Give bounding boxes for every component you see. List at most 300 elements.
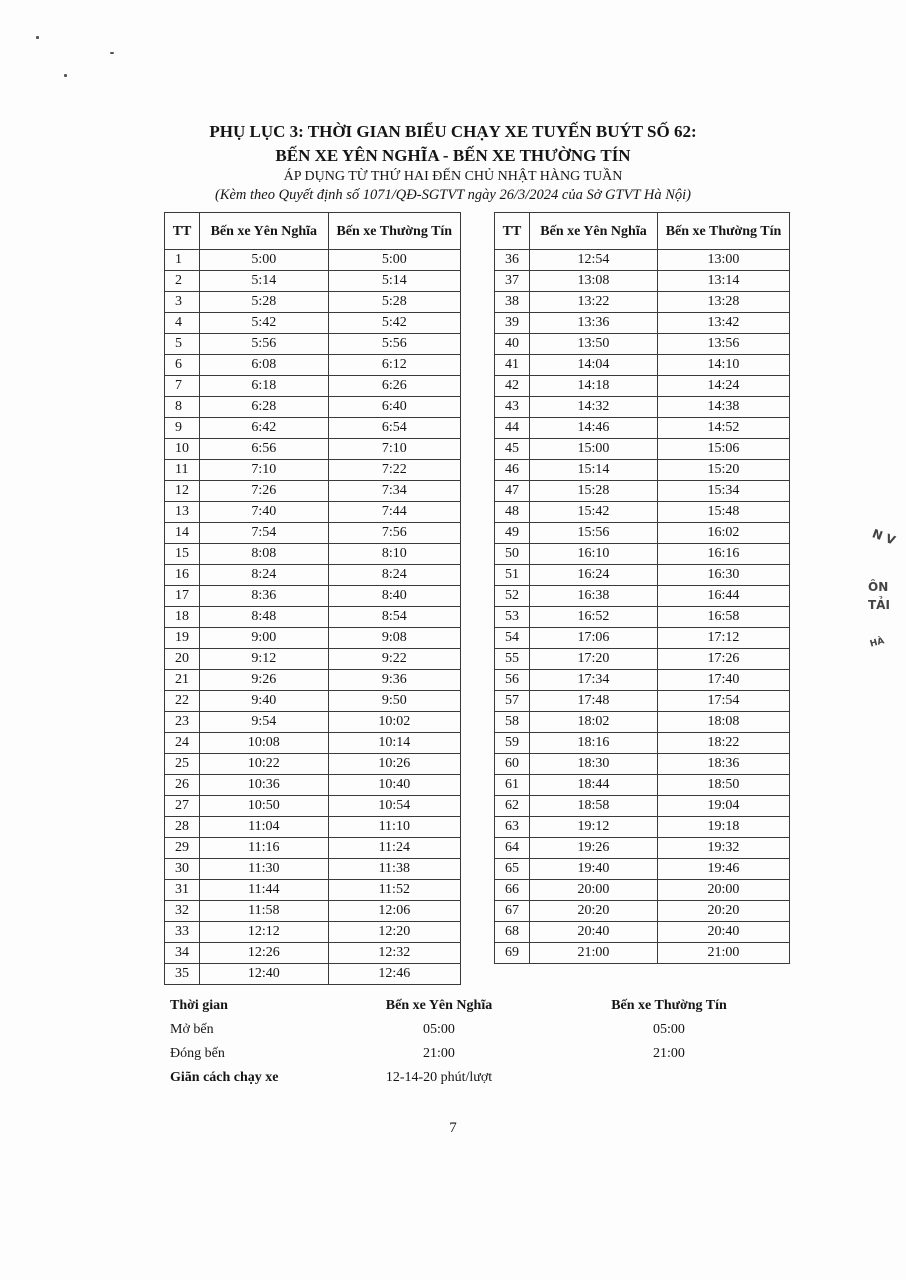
departure-yen-nghia: 5:28 — [200, 292, 328, 313]
table-row — [495, 271, 790, 292]
table-row — [495, 250, 790, 271]
table-row — [495, 460, 790, 481]
trip-number: 6 — [165, 355, 200, 376]
summary-header-row — [0, 998, 906, 1020]
table-row — [495, 376, 790, 397]
departure-thuong-tin: 19:46 — [658, 859, 790, 880]
trip-number: 67 — [495, 901, 530, 922]
departure-yen-nghia: 8:48 — [200, 607, 328, 628]
trip-number: 68 — [495, 922, 530, 943]
table-row — [495, 649, 790, 670]
departure-yen-nghia: 11:30 — [200, 859, 328, 880]
trip-number: 10 — [165, 439, 200, 460]
departure-thuong-tin: 20:20 — [658, 901, 790, 922]
departure-yen-nghia: 12:54 — [530, 250, 658, 271]
departure-thuong-tin: 19:32 — [658, 838, 790, 859]
table-row — [165, 376, 461, 397]
trip-number: 30 — [165, 859, 200, 880]
trip-number: 49 — [495, 523, 530, 544]
trip-number: 38 — [495, 292, 530, 313]
departure-yen-nghia: 16:52 — [530, 607, 658, 628]
trip-number: 2 — [165, 271, 200, 292]
departure-yen-nghia: 20:40 — [530, 922, 658, 943]
table-row — [495, 796, 790, 817]
trip-number: 24 — [165, 733, 200, 754]
departure-thuong-tin: 8:10 — [328, 544, 460, 565]
timetable-left — [164, 212, 461, 985]
table-row — [165, 523, 461, 544]
departure-yen-nghia: 6:18 — [200, 376, 328, 397]
stamp-text: HÀ — [868, 636, 886, 650]
col-header-index: TT — [165, 213, 200, 250]
trip-number: 51 — [495, 565, 530, 586]
departure-yen-nghia: 11:44 — [200, 880, 328, 901]
departure-yen-nghia: 13:22 — [530, 292, 658, 313]
table-row — [165, 922, 461, 943]
trip-number: 54 — [495, 628, 530, 649]
departure-thuong-tin: 14:52 — [658, 418, 790, 439]
departure-thuong-tin: 7:56 — [328, 523, 460, 544]
table-row — [165, 901, 461, 922]
departure-thuong-tin: 17:40 — [658, 670, 790, 691]
departure-thuong-tin: 14:38 — [658, 397, 790, 418]
departure-yen-nghia: 17:34 — [530, 670, 658, 691]
trip-number: 48 — [495, 502, 530, 523]
table-row — [165, 670, 461, 691]
departure-yen-nghia: 10:08 — [200, 733, 328, 754]
departure-yen-nghia: 6:42 — [200, 418, 328, 439]
departure-thuong-tin: 12:46 — [328, 964, 460, 985]
table-row — [165, 250, 461, 271]
departure-thuong-tin: 7:22 — [328, 460, 460, 481]
table-row — [495, 439, 790, 460]
departure-yen-nghia: 5:42 — [200, 313, 328, 334]
departure-thuong-tin: 16:02 — [658, 523, 790, 544]
table-row — [165, 859, 461, 880]
departure-thuong-tin: 11:52 — [328, 880, 460, 901]
departure-thuong-tin: 16:16 — [658, 544, 790, 565]
table-row — [495, 901, 790, 922]
table-row — [495, 628, 790, 649]
departure-yen-nghia: 19:40 — [530, 859, 658, 880]
stamp-text: TẢI — [868, 598, 890, 612]
trip-number: 7 — [165, 376, 200, 397]
departure-thuong-tin: 6:40 — [328, 397, 460, 418]
table-row — [165, 397, 461, 418]
table-row — [495, 397, 790, 418]
departure-yen-nghia: 13:36 — [530, 313, 658, 334]
departure-yen-nghia: 11:04 — [200, 817, 328, 838]
table-row — [495, 943, 790, 964]
departure-thuong-tin: 20:40 — [658, 922, 790, 943]
table-row — [165, 607, 461, 628]
departure-thuong-tin: 12:20 — [328, 922, 460, 943]
departure-yen-nghia: 13:08 — [530, 271, 658, 292]
trip-number: 1 — [165, 250, 200, 271]
departure-thuong-tin: 6:26 — [328, 376, 460, 397]
departure-yen-nghia: 14:18 — [530, 376, 658, 397]
trip-number: 18 — [165, 607, 200, 628]
departure-yen-nghia: 18:58 — [530, 796, 658, 817]
table-row — [495, 313, 790, 334]
scan-speck — [64, 74, 67, 77]
route-title: BẾN XE YÊN NGHĨA - BẾN XE THƯỜNG TÍN — [275, 146, 631, 165]
departure-thuong-tin: 10:02 — [328, 712, 460, 733]
departure-yen-nghia: 12:40 — [200, 964, 328, 985]
departure-thuong-tin: 10:54 — [328, 796, 460, 817]
col-header-from: Bến xe Yên Nghĩa — [530, 213, 658, 250]
trip-number: 15 — [165, 544, 200, 565]
trip-number: 11 — [165, 460, 200, 481]
summary-to-header: Bến xe Thường Tín — [611, 998, 727, 1013]
departure-thuong-tin: 21:00 — [658, 943, 790, 964]
departure-thuong-tin: 19:04 — [658, 796, 790, 817]
departure-yen-nghia: 14:46 — [530, 418, 658, 439]
stamp-text: N V — [870, 526, 898, 548]
interval-label: Giãn cách chạy xe — [170, 1070, 279, 1085]
trip-number: 25 — [165, 754, 200, 775]
summary-from-header: Bến xe Yên Nghĩa — [385, 998, 493, 1013]
summary-interval-row — [0, 1070, 906, 1092]
departure-yen-nghia: 13:50 — [530, 334, 658, 355]
trip-number: 61 — [495, 775, 530, 796]
trip-number: 5 — [165, 334, 200, 355]
trip-number: 37 — [495, 271, 530, 292]
trip-number: 14 — [165, 523, 200, 544]
trip-number: 53 — [495, 607, 530, 628]
table-row — [165, 418, 461, 439]
table-row — [495, 481, 790, 502]
departure-yen-nghia: 17:20 — [530, 649, 658, 670]
trip-number: 57 — [495, 691, 530, 712]
trip-number: 29 — [165, 838, 200, 859]
departure-thuong-tin: 17:26 — [658, 649, 790, 670]
close-time-from: 21:00 — [423, 1046, 455, 1061]
table-row — [165, 565, 461, 586]
departure-thuong-tin: 10:14 — [328, 733, 460, 754]
departure-yen-nghia: 15:56 — [530, 523, 658, 544]
table-row — [495, 544, 790, 565]
departure-thuong-tin: 11:24 — [328, 838, 460, 859]
summary-open-row — [0, 1022, 906, 1044]
table-row — [495, 838, 790, 859]
trip-number: 47 — [495, 481, 530, 502]
trip-number: 64 — [495, 838, 530, 859]
departure-yen-nghia: 7:10 — [200, 460, 328, 481]
table-row — [165, 313, 461, 334]
departure-thuong-tin: 7:44 — [328, 502, 460, 523]
departure-yen-nghia: 10:22 — [200, 754, 328, 775]
departure-yen-nghia: 7:54 — [200, 523, 328, 544]
table-row — [495, 334, 790, 355]
trip-number: 13 — [165, 502, 200, 523]
departure-thuong-tin: 18:08 — [658, 712, 790, 733]
departure-thuong-tin: 13:56 — [658, 334, 790, 355]
trip-number: 34 — [165, 943, 200, 964]
table-row — [165, 817, 461, 838]
departure-yen-nghia: 19:26 — [530, 838, 658, 859]
trip-number: 17 — [165, 586, 200, 607]
departure-thuong-tin: 16:58 — [658, 607, 790, 628]
trip-number: 40 — [495, 334, 530, 355]
departure-yen-nghia: 11:16 — [200, 838, 328, 859]
table-row — [165, 880, 461, 901]
departure-yen-nghia: 11:58 — [200, 901, 328, 922]
departure-thuong-tin: 13:00 — [658, 250, 790, 271]
departure-yen-nghia: 18:02 — [530, 712, 658, 733]
trip-number: 28 — [165, 817, 200, 838]
table-row — [165, 775, 461, 796]
departure-thuong-tin: 10:26 — [328, 754, 460, 775]
departure-thuong-tin: 15:48 — [658, 502, 790, 523]
departure-thuong-tin: 16:44 — [658, 586, 790, 607]
table-row — [495, 775, 790, 796]
departure-yen-nghia: 16:10 — [530, 544, 658, 565]
table-row — [165, 733, 461, 754]
trip-number: 26 — [165, 775, 200, 796]
trip-number: 31 — [165, 880, 200, 901]
departure-thuong-tin: 11:38 — [328, 859, 460, 880]
table-row — [495, 418, 790, 439]
departure-thuong-tin: 13:42 — [658, 313, 790, 334]
table-row — [495, 691, 790, 712]
departure-thuong-tin: 7:10 — [328, 439, 460, 460]
trip-number: 59 — [495, 733, 530, 754]
departure-thuong-tin: 9:50 — [328, 691, 460, 712]
decision-note: (Kèm theo Quyết định số 1071/QĐ-SGTVT ngày 26/3/2024 của Sở GTVT Hà Nội) — [214, 187, 692, 203]
departure-thuong-tin: 5:14 — [328, 271, 460, 292]
trip-number: 33 — [165, 922, 200, 943]
departure-yen-nghia: 18:16 — [530, 733, 658, 754]
departure-yen-nghia: 9:12 — [200, 649, 328, 670]
stamp-text: ÔN — [868, 580, 889, 594]
table-row — [495, 754, 790, 775]
departure-thuong-tin: 17:54 — [658, 691, 790, 712]
trip-number: 52 — [495, 586, 530, 607]
trip-number: 65 — [495, 859, 530, 880]
table-row — [165, 502, 461, 523]
table-row — [165, 271, 461, 292]
col-header-from: Bến xe Yên Nghĩa — [200, 213, 328, 250]
departure-thuong-tin: 5:00 — [328, 250, 460, 271]
table-header-row — [495, 213, 790, 250]
departure-yen-nghia: 20:20 — [530, 901, 658, 922]
trip-number: 60 — [495, 754, 530, 775]
table-row — [495, 670, 790, 691]
trip-number: 19 — [165, 628, 200, 649]
departure-yen-nghia: 12:12 — [200, 922, 328, 943]
interval-value: 12-14-20 phút/lượt — [385, 1070, 493, 1085]
departure-thuong-tin: 17:12 — [658, 628, 790, 649]
departure-yen-nghia: 19:12 — [530, 817, 658, 838]
timetable-right — [494, 212, 790, 964]
table-row — [165, 460, 461, 481]
departure-thuong-tin: 16:30 — [658, 565, 790, 586]
col-header-to: Bến xe Thường Tín — [658, 213, 790, 250]
trip-number: 22 — [165, 691, 200, 712]
departure-thuong-tin: 13:28 — [658, 292, 790, 313]
departure-yen-nghia: 20:00 — [530, 880, 658, 901]
table-row — [165, 838, 461, 859]
table-row — [165, 691, 461, 712]
departure-thuong-tin: 18:36 — [658, 754, 790, 775]
table-row — [495, 502, 790, 523]
trip-number: 36 — [495, 250, 530, 271]
trip-number: 16 — [165, 565, 200, 586]
table-row — [495, 292, 790, 313]
trip-number: 3 — [165, 292, 200, 313]
trip-number: 41 — [495, 355, 530, 376]
departure-yen-nghia: 8:36 — [200, 586, 328, 607]
table-row — [165, 754, 461, 775]
departure-yen-nghia: 15:42 — [530, 502, 658, 523]
table-row — [165, 943, 461, 964]
trip-number: 56 — [495, 670, 530, 691]
table-row — [495, 712, 790, 733]
document-title: PHỤ LỤC 3: THỜI GIAN BIỂU CHẠY XE TUYẾN BUÝT SỐ 62: — [209, 122, 697, 141]
departure-yen-nghia: 12:26 — [200, 943, 328, 964]
departure-thuong-tin: 8:54 — [328, 607, 460, 628]
table-header-row — [165, 213, 461, 250]
departure-thuong-tin: 9:36 — [328, 670, 460, 691]
departure-yen-nghia: 9:54 — [200, 712, 328, 733]
departure-thuong-tin: 8:24 — [328, 565, 460, 586]
table-row — [495, 880, 790, 901]
summary-label-header: Thời gian — [170, 998, 228, 1013]
departure-yen-nghia: 5:00 — [200, 250, 328, 271]
departure-yen-nghia: 18:44 — [530, 775, 658, 796]
departure-yen-nghia: 6:28 — [200, 397, 328, 418]
stamp-fragment — [864, 520, 906, 660]
table-row — [495, 922, 790, 943]
trip-number: 4 — [165, 313, 200, 334]
departure-yen-nghia: 15:28 — [530, 481, 658, 502]
trip-number: 55 — [495, 649, 530, 670]
departure-yen-nghia: 8:24 — [200, 565, 328, 586]
departure-yen-nghia: 17:48 — [530, 691, 658, 712]
departure-thuong-tin: 14:24 — [658, 376, 790, 397]
departure-thuong-tin: 5:28 — [328, 292, 460, 313]
open-time-from: 05:00 — [423, 1022, 455, 1037]
departure-thuong-tin: 20:00 — [658, 880, 790, 901]
close-label: Đóng bến — [170, 1046, 225, 1061]
departure-yen-nghia: 5:56 — [200, 334, 328, 355]
table-row — [165, 712, 461, 733]
departure-yen-nghia: 21:00 — [530, 943, 658, 964]
departure-thuong-tin: 12:32 — [328, 943, 460, 964]
table-row — [165, 334, 461, 355]
table-row — [165, 544, 461, 565]
table-row — [495, 733, 790, 754]
summary-close-row — [0, 1046, 906, 1068]
trip-number: 39 — [495, 313, 530, 334]
departure-thuong-tin: 9:08 — [328, 628, 460, 649]
trip-number: 45 — [495, 439, 530, 460]
trip-number: 42 — [495, 376, 530, 397]
departure-thuong-tin: 19:18 — [658, 817, 790, 838]
departure-thuong-tin: 12:06 — [328, 901, 460, 922]
departure-yen-nghia: 9:40 — [200, 691, 328, 712]
trip-number: 46 — [495, 460, 530, 481]
departure-yen-nghia: 9:00 — [200, 628, 328, 649]
col-header-to: Bến xe Thường Tín — [328, 213, 460, 250]
departure-thuong-tin: 11:10 — [328, 817, 460, 838]
trip-number: 20 — [165, 649, 200, 670]
departure-yen-nghia: 7:40 — [200, 502, 328, 523]
departure-thuong-tin: 7:34 — [328, 481, 460, 502]
departure-yen-nghia: 14:04 — [530, 355, 658, 376]
departure-yen-nghia: 18:30 — [530, 754, 658, 775]
departure-yen-nghia: 5:14 — [200, 271, 328, 292]
trip-number: 27 — [165, 796, 200, 817]
trip-number: 23 — [165, 712, 200, 733]
trip-number: 32 — [165, 901, 200, 922]
departure-yen-nghia: 16:38 — [530, 586, 658, 607]
departure-yen-nghia: 6:08 — [200, 355, 328, 376]
trip-number: 63 — [495, 817, 530, 838]
departure-thuong-tin: 8:40 — [328, 586, 460, 607]
departure-thuong-tin: 9:22 — [328, 649, 460, 670]
departure-yen-nghia: 9:26 — [200, 670, 328, 691]
scan-speck — [110, 52, 114, 54]
table-row — [165, 439, 461, 460]
table-row — [495, 607, 790, 628]
departure-thuong-tin: 15:34 — [658, 481, 790, 502]
trip-number: 50 — [495, 544, 530, 565]
departure-yen-nghia: 15:14 — [530, 460, 658, 481]
page-number: 7 — [449, 1120, 457, 1136]
table-row — [165, 481, 461, 502]
departure-yen-nghia: 15:00 — [530, 439, 658, 460]
departure-yen-nghia: 8:08 — [200, 544, 328, 565]
table-row — [165, 649, 461, 670]
departure-thuong-tin: 5:56 — [328, 334, 460, 355]
trip-number: 12 — [165, 481, 200, 502]
departure-thuong-tin: 5:42 — [328, 313, 460, 334]
table-row — [165, 964, 461, 985]
departure-thuong-tin: 18:50 — [658, 775, 790, 796]
departure-yen-nghia: 7:26 — [200, 481, 328, 502]
table-row — [495, 565, 790, 586]
departure-yen-nghia: 16:24 — [530, 565, 658, 586]
departure-yen-nghia: 10:50 — [200, 796, 328, 817]
departure-yen-nghia: 17:06 — [530, 628, 658, 649]
scan-speck — [36, 36, 39, 39]
departure-thuong-tin: 14:10 — [658, 355, 790, 376]
departure-thuong-tin: 10:40 — [328, 775, 460, 796]
departure-yen-nghia: 6:56 — [200, 439, 328, 460]
table-row — [165, 292, 461, 313]
departure-yen-nghia: 14:32 — [530, 397, 658, 418]
trip-number: 21 — [165, 670, 200, 691]
table-row — [495, 523, 790, 544]
table-row — [495, 355, 790, 376]
trip-number: 43 — [495, 397, 530, 418]
trip-number: 44 — [495, 418, 530, 439]
departure-thuong-tin: 18:22 — [658, 733, 790, 754]
trip-number: 8 — [165, 397, 200, 418]
departure-thuong-tin: 6:54 — [328, 418, 460, 439]
trip-number: 69 — [495, 943, 530, 964]
trip-number: 35 — [165, 964, 200, 985]
table-row — [165, 355, 461, 376]
departure-thuong-tin: 15:20 — [658, 460, 790, 481]
departure-thuong-tin: 6:12 — [328, 355, 460, 376]
col-header-index: TT — [495, 213, 530, 250]
table-row — [165, 796, 461, 817]
departure-yen-nghia: 10:36 — [200, 775, 328, 796]
trip-number: 9 — [165, 418, 200, 439]
